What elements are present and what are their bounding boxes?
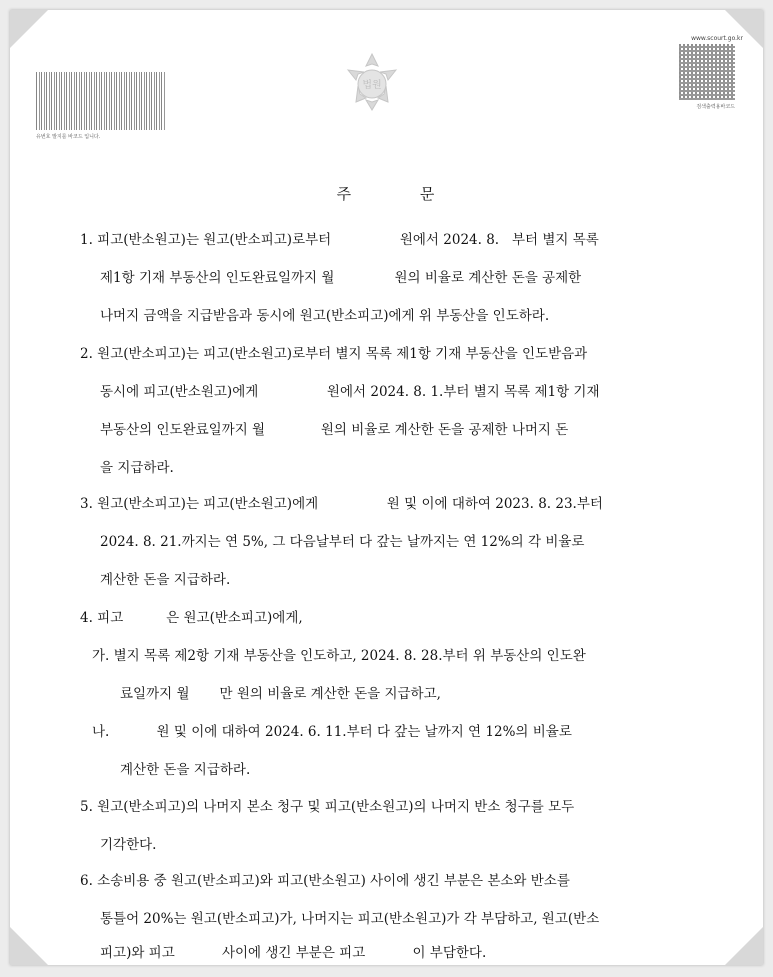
page-corner-bottom-right (725, 927, 763, 965)
order-line-13: 료일까지 월 만 원의 비율로 계산한 돈을 지급하고, (120, 686, 441, 702)
qr-code (679, 44, 735, 100)
qr-caption: 검색출력용바코드 (696, 104, 735, 110)
title-char-left: 주 (336, 185, 354, 203)
page-corner-top-right (725, 10, 763, 48)
order-line-15: 계산한 돈을 지급하라. (120, 762, 251, 778)
order-line-14: 나. 원 및 이에 대하여 2024. 6. 11.부터 다 갚는 날까지 연 12%의 비율로 (92, 724, 572, 740)
order-line-16: 5. 원고(반소피고)의 나머지 본소 청구 및 피고(반소원고)의 나머지 반소 청구를 모두 (80, 799, 575, 815)
order-line-8: 3. 원고(반소피고)는 피고(반소원고)에게 원 및 이에 대하여 2023. 8. 23.부터 (80, 496, 603, 512)
order-line-11: 4. 피고 은 원고(반소피고)에게, (80, 610, 303, 626)
order-line-17: 기각한다. (100, 837, 157, 853)
document-barcode (36, 72, 166, 130)
order-line-4: 2. 원고(반소피고)는 피고(반소원고)로부터 별지 목록 제1항 기재 부동산을 인도받음과 (80, 346, 588, 362)
order-line-19: 통틀어 20%는 원고(반소피고)가, 나머지는 피고(반소원고)가 각 부담하고, 원고(반소 (100, 911, 600, 927)
title-char-right: 문 (419, 185, 437, 203)
order-line-7: 을 지급하라. (100, 460, 174, 476)
barcode-caption: 유번호 발지를 바코드 입니다. (36, 134, 101, 140)
order-line-2: 제1항 기재 부동산의 인도완료일까지 월 원의 비율로 계산한 돈을 공제한 (100, 270, 582, 286)
page-corner-top-left (10, 10, 48, 48)
order-line-3: 나머지 금액을 지급받음과 동시에 원고(반소피고)에게 위 부동산을 인도하라. (100, 308, 550, 324)
court-emblem-icon (340, 50, 404, 114)
document-page (10, 10, 763, 965)
order-line-10: 계산한 돈을 지급하라. (100, 572, 231, 588)
page-corner-bottom-left (10, 927, 48, 965)
section-title (10, 183, 763, 204)
qr-url: www.scourt.go.kr (691, 35, 743, 42)
order-line-5: 동시에 피고(반소원고)에게 원에서 2024. 8. 1.부터 별지 목록 제1항 기재 (100, 384, 600, 400)
order-line-9: 2024. 8. 21.까지는 연 5%, 그 다음날부터 다 갚는 날까지는 연 12%의 각 비율로 (100, 534, 585, 550)
order-line-12: 가. 별지 목록 제2항 기재 부동산을 인도하고, 2024. 8. 28.부터 위 부동산의 인도완 (92, 648, 586, 664)
order-line-18: 6. 소송비용 중 원고(반소피고)와 피고(반소원고) 사이에 생긴 부분은 본소와 반소를 (80, 873, 570, 889)
order-line-20: 피고)와 피고 사이에 생긴 부분은 피고 이 부담한다. (100, 945, 487, 961)
emblem-label: 법원 (362, 80, 382, 91)
order-line-1: 1. 피고(반소원고)는 원고(반소피고)로부터 원에서 2024. 8. 부터 별지 목록 (80, 232, 599, 248)
order-line-6: 부동산의 인도완료일까지 월 원의 비율로 계산한 돈을 공제한 나머지 돈 (100, 422, 569, 438)
